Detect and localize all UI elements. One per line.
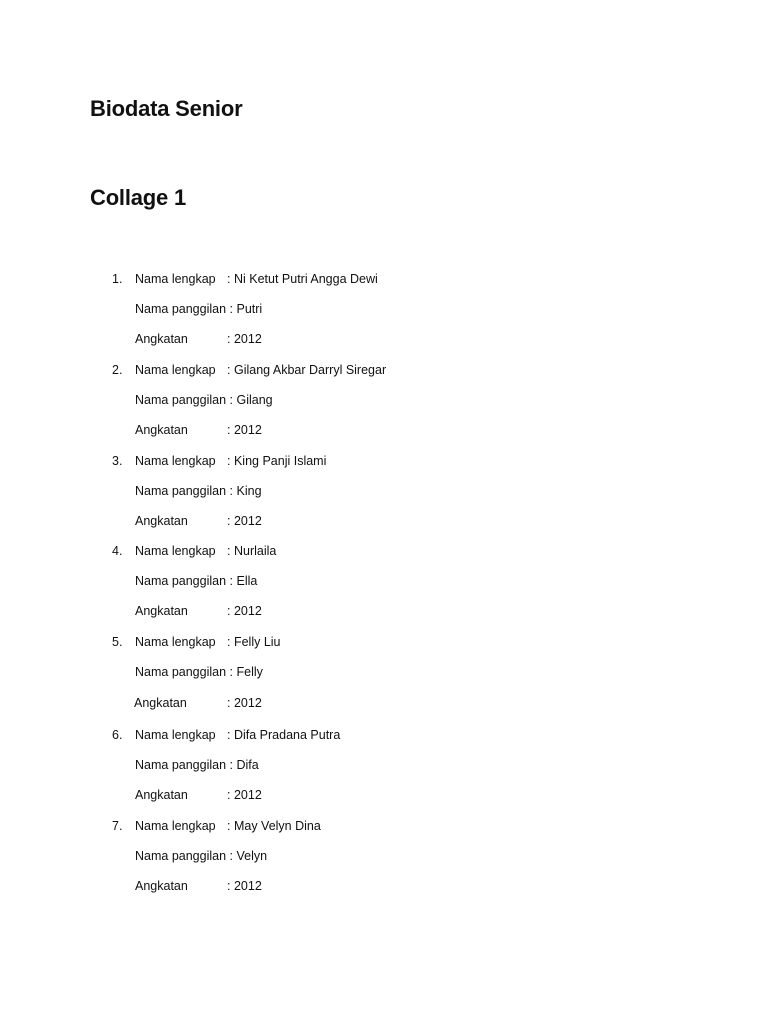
batch-label: Angkatan <box>135 604 188 618</box>
nickname-label: Nama panggilan <box>135 849 227 863</box>
nickname-value: King <box>236 484 262 498</box>
list-number: 3. <box>112 454 123 468</box>
nickname-value: Velyn <box>236 849 268 863</box>
batch-label: Angkatan <box>134 696 187 710</box>
full-name-value: May Velyn Dina <box>233 819 321 833</box>
separator: : <box>227 272 231 286</box>
nickname-row <box>135 756 259 774</box>
list-item <box>0 726 768 816</box>
list-number: 7. <box>112 819 123 833</box>
separator: : <box>227 363 231 377</box>
separator: : <box>227 879 231 893</box>
separator: : <box>229 849 234 863</box>
list-item <box>0 633 768 723</box>
nickname-label: Nama panggilan <box>135 393 227 407</box>
list-item <box>0 270 768 360</box>
separator: : <box>229 574 234 588</box>
batch-row <box>135 602 262 620</box>
full-name-row <box>135 633 281 651</box>
batch-value: 2012 <box>233 879 262 893</box>
full-name-row <box>135 270 378 288</box>
nickname-row <box>135 391 273 409</box>
nickname-label: Nama panggilan <box>135 758 227 772</box>
full-name-row <box>135 361 386 379</box>
nickname-label: Nama panggilan <box>135 574 227 588</box>
nickname-value: Putri <box>236 302 263 316</box>
separator: : <box>227 544 231 558</box>
list-number: 1. <box>112 272 123 286</box>
nickname-label: Nama panggilan <box>135 484 227 498</box>
separator: : <box>227 696 231 710</box>
batch-row <box>135 512 262 530</box>
nickname-value: Ella <box>236 574 258 588</box>
nickname-label: Nama panggilan <box>135 665 227 679</box>
batch-label: Angkatan <box>135 332 188 346</box>
full-name-row <box>135 542 276 560</box>
list-number: 6. <box>112 728 123 742</box>
full-name-value: King Panji Islami <box>233 454 327 468</box>
batch-row <box>135 877 262 895</box>
separator: : <box>227 332 231 346</box>
batch-value: 2012 <box>233 332 262 346</box>
batch-label: Angkatan <box>135 879 188 893</box>
full-name-label: Nama lengkap <box>135 363 216 377</box>
nickname-row <box>135 847 267 865</box>
separator: : <box>227 604 231 618</box>
separator: : <box>229 302 234 316</box>
full-name-value: Gilang Akbar Darryl Siregar <box>233 363 387 377</box>
list-number: 5. <box>112 635 123 649</box>
full-name-label: Nama lengkap <box>135 272 216 286</box>
separator: : <box>227 423 231 437</box>
batch-row <box>135 421 262 439</box>
separator: : <box>227 728 231 742</box>
nickname-row <box>135 572 257 590</box>
separator: : <box>229 484 234 498</box>
batch-label: Angkatan <box>135 788 188 802</box>
separator: : <box>227 635 231 649</box>
separator: : <box>229 393 234 407</box>
separator: : <box>227 819 231 833</box>
list-item <box>0 452 768 542</box>
nickname-label: Nama panggilan <box>135 302 227 316</box>
section-title: Collage 1 <box>90 185 187 210</box>
list-number: 2. <box>112 363 123 377</box>
full-name-row <box>135 726 340 744</box>
full-name-label: Nama lengkap <box>135 635 216 649</box>
separator: : <box>229 665 234 679</box>
list-item <box>0 542 768 632</box>
full-name-row <box>135 817 321 835</box>
full-name-label: Nama lengkap <box>135 819 216 833</box>
separator: : <box>229 758 234 772</box>
batch-value: 2012 <box>233 696 262 710</box>
separator: : <box>227 514 231 528</box>
full-name-value: Nurlaila <box>233 544 277 558</box>
batch-value: 2012 <box>233 788 262 802</box>
batch-value: 2012 <box>233 604 262 618</box>
full-name-label: Nama lengkap <box>135 544 216 558</box>
document-title: Biodata Senior <box>90 96 243 121</box>
batch-value: 2012 <box>233 514 262 528</box>
batch-value: 2012 <box>233 423 262 437</box>
separator: : <box>227 788 231 802</box>
full-name-value: Felly Liu <box>233 635 281 649</box>
nickname-value: Felly <box>236 665 263 679</box>
nickname-value: Difa <box>236 758 259 772</box>
full-name-value: Difa Pradana Putra <box>233 728 341 742</box>
separator: : <box>227 454 231 468</box>
full-name-row <box>135 452 326 470</box>
batch-label: Angkatan <box>135 423 188 437</box>
list-number: 4. <box>112 544 123 558</box>
nickname-row <box>135 300 262 318</box>
nickname-row <box>135 663 263 681</box>
nickname-value: Gilang <box>236 393 273 407</box>
nickname-row <box>135 482 262 500</box>
batch-row <box>134 694 262 712</box>
full-name-label: Nama lengkap <box>135 454 216 468</box>
list-item <box>0 361 768 451</box>
batch-row <box>135 786 262 804</box>
list-item <box>0 817 768 907</box>
batch-row <box>135 330 262 348</box>
full-name-label: Nama lengkap <box>135 728 216 742</box>
batch-label: Angkatan <box>135 514 188 528</box>
full-name-value: Ni Ketut Putri Angga Dewi <box>233 272 378 286</box>
